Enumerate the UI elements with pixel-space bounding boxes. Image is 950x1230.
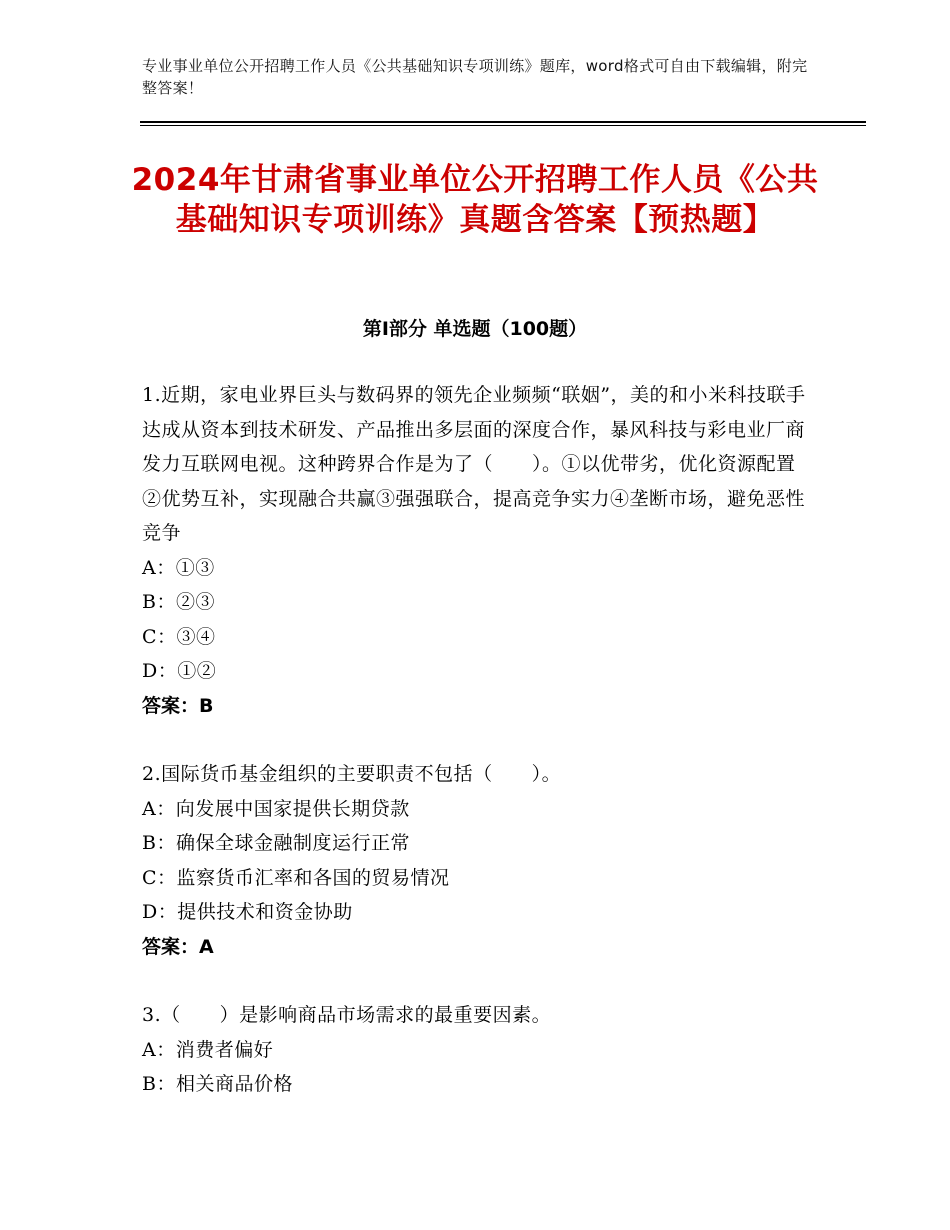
option-c: C：③④ — [142, 625, 216, 648]
option-d: D：①② — [142, 660, 217, 682]
question-text: 3.（ ）是影响商品市场需求的最重要因素。 — [142, 1004, 552, 1026]
option-b: B：相关商品价格 — [142, 1073, 293, 1095]
option-d: D：提供技术和资金协助 — [142, 901, 353, 923]
question-2 — [142, 757, 810, 964]
question-text: 2.国际货币基金组织的主要职责不包括（ ）。 — [142, 763, 562, 785]
header-divider-thick — [140, 121, 866, 123]
question-list — [142, 378, 810, 1136]
header-note: 专业事业单位公开招聘工作人员《公共基础知识专项训练》题库，word格式可自由下载编辑，附完整答案！ — [142, 57, 808, 97]
option-b: B：②③ — [142, 591, 215, 613]
option-a: A：向发展中国家提供长期贷款 — [142, 797, 410, 820]
part-heading: 第Ⅰ部分 单选题（100题） — [362, 318, 588, 340]
option-a: A：①③ — [142, 556, 215, 579]
question-1 — [142, 378, 810, 723]
question-3 — [142, 998, 810, 1102]
option-a: A：消费者偏好 — [142, 1038, 274, 1061]
document-title: 2024年甘肃省事业单位公开招聘工作人员《公共基础知识专项训练》真题含答案【预热题】 — [131, 162, 819, 238]
question-text: 1.近期，家电业界巨头与数码界的领先企业频频“联姻”，美的和小米科技联手达成从资本到技术研发、产品推出多层面的深度合作，暴风科技与彩电业厂商发力互联网电视。这种跨界合作是为了（ ）。①以优带劣，优化资源配置②优势互补，实现融合共赢③强强联合，提高竞争实力④垄断市场，避免恶性竞争 — [142, 384, 806, 544]
header-divider-thin — [140, 125, 866, 126]
option-b: B：确保全球金融制度运行正常 — [142, 832, 410, 854]
answer: 答案：B — [142, 694, 214, 717]
option-c: C：监察货币汇率和各国的贸易情况 — [142, 866, 450, 889]
answer: 答案：A — [142, 935, 214, 958]
